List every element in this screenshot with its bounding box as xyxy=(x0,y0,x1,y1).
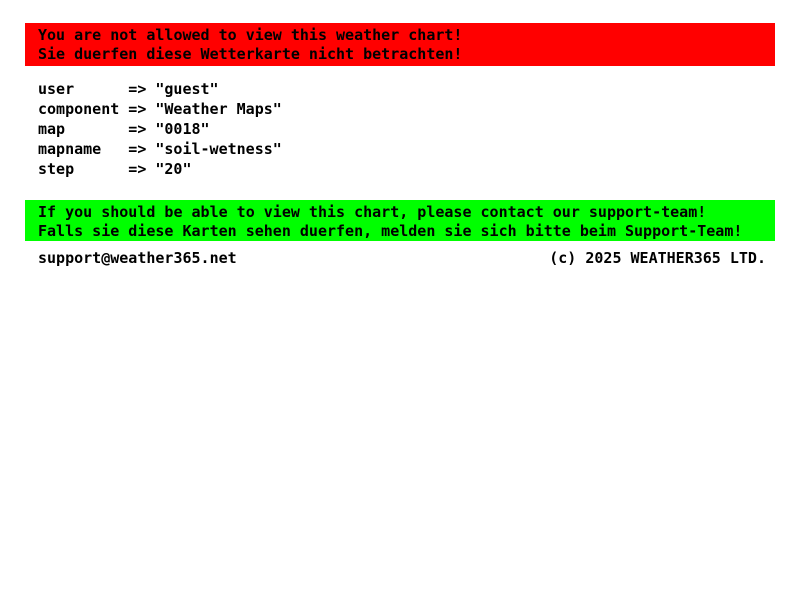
arrow-glyph: => xyxy=(128,80,147,98)
detail-value: "soil-wetness" xyxy=(155,140,282,158)
detail-key: map xyxy=(38,120,66,138)
detail-value: "Weather Maps" xyxy=(155,100,282,118)
arrow-glyph: => xyxy=(128,100,147,118)
request-details-list xyxy=(38,79,282,179)
detail-key: step xyxy=(38,160,75,178)
arrow-glyph: => xyxy=(128,160,147,178)
footer xyxy=(38,249,766,268)
arrow-glyph: => xyxy=(128,140,147,158)
support-info-banner xyxy=(25,200,775,241)
detail-row-mapname xyxy=(38,139,282,159)
detail-row-map xyxy=(38,119,282,139)
detail-value: "0018" xyxy=(155,120,210,138)
detail-key: user xyxy=(38,80,75,98)
support-info-line-de: Falls sie diese Karten sehen duerfen, melden sie sich bitte beim Support-Team! xyxy=(38,222,743,240)
support-email: support@weather365.net xyxy=(38,249,237,267)
detail-key: component xyxy=(38,100,120,118)
access-denied-banner xyxy=(25,23,775,66)
detail-value: "20" xyxy=(155,160,192,178)
access-denied-line-en: You are not allowed to view this weather chart! xyxy=(38,26,463,44)
detail-key: mapname xyxy=(38,140,102,158)
copyright-notice: (c) 2025 WEATHER365 LTD. xyxy=(549,249,766,267)
support-info-line-en: If you should be able to view this chart, please contact our support-team! xyxy=(38,203,707,221)
access-denied-line-de: Sie duerfen diese Wetterkarte nicht betrachten! xyxy=(38,45,463,63)
detail-row-component xyxy=(38,99,282,119)
arrow-glyph: => xyxy=(128,120,147,138)
detail-row-user xyxy=(38,79,282,99)
detail-row-step xyxy=(38,159,282,179)
detail-value: "guest" xyxy=(155,80,219,98)
